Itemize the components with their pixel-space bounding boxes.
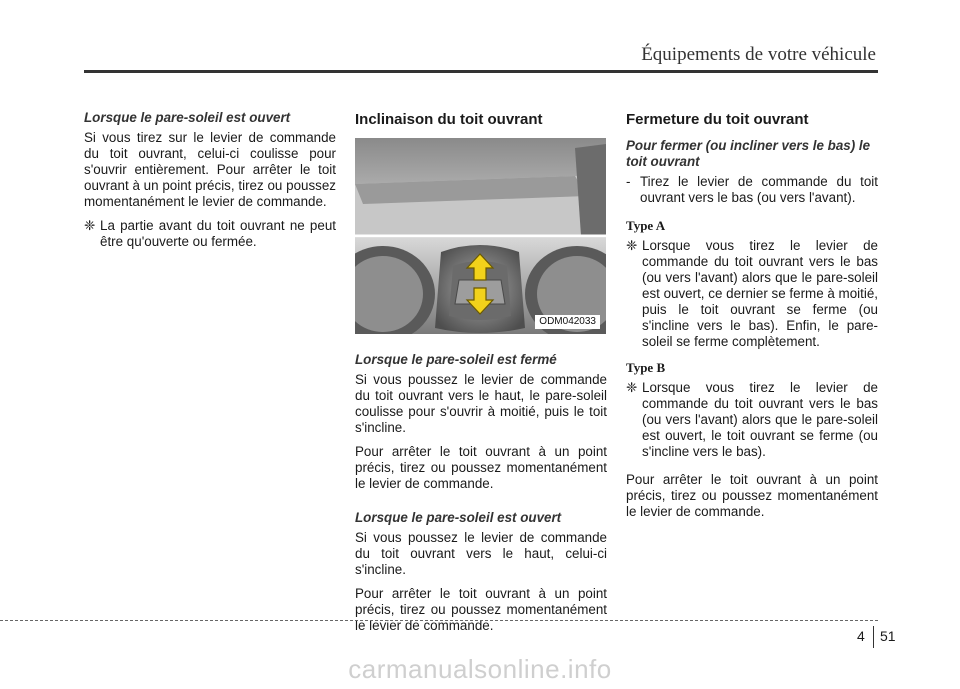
note-mark-icon: ❈ — [626, 238, 638, 253]
note-text: Lorsque vous tirez le levier de commande du toit ouvrant vers le bas (ou vers l'avant) alors que le pare-soleil est ouvert, ce dernier se ferme à moitié, puis le toit ouvrant se ferme (ou s'incline vers le bas). Enfin, le pare-soleil se ferme complètement. — [642, 238, 878, 349]
type-label: Type A — [626, 218, 666, 233]
page-header-title: Équipements de votre véhicule — [641, 44, 876, 65]
note-text: La partie avant du toit ouvrant ne peut être qu'ouverte ou fermée. — [100, 218, 336, 249]
sunroof-switch-figure — [355, 138, 606, 334]
paragraph: Si vous poussez le levier de commande du toit ouvrant vers le haut, celui-ci s'incline. — [355, 530, 607, 577]
list-item-text: Tirez le levier de commande du toit ouvrant vers le bas (ou vers l'avant). — [640, 174, 878, 205]
note-text: Lorsque vous tirez le levier de commande du toit ouvrant vers le bas (ou vers l'avant) alors que le pare-soleil est ouvert, le toit ouvrant se ferme (ou s'incline vers le bas). — [642, 380, 878, 459]
subheading: Lorsque le pare-soleil est ouvert — [84, 110, 291, 125]
paragraph: Pour arrêter le toit ouvrant à un point précis, tirez ou poussez momentanément le levier de commande. — [626, 472, 878, 519]
footer-rule — [0, 620, 878, 621]
subheading: Pour fermer (ou incliner vers le bas) le toit ouvrant — [626, 138, 871, 169]
figure-code: ODM042033 — [535, 315, 600, 329]
header-rule — [84, 70, 878, 73]
section-heading: Fermeture du toit ouvrant — [626, 111, 809, 128]
section-heading: Inclinaison du toit ouvrant — [355, 111, 543, 128]
note — [626, 238, 878, 350]
watermark: carmanualsonline.info — [348, 654, 612, 684]
paragraph: Si vous poussez le levier de commande du toit ouvrant vers le haut, le pare-soleil coulisse pour s'ouvrir à moitié, puis le toit s'incline. — [355, 372, 607, 435]
paragraph: Pour arrêter le toit ouvrant à un point précis, tirez ou poussez momentanément le levier de commande. — [355, 444, 607, 491]
note-mark-icon: ❈ — [84, 218, 96, 233]
type-label: Type B — [626, 360, 666, 375]
subheading: Lorsque le pare-soleil est ouvert — [355, 510, 562, 525]
list-item — [626, 174, 878, 206]
column-2 — [355, 110, 607, 642]
dash-mark: - — [626, 174, 631, 189]
sunroof-switch-illustration — [355, 138, 606, 334]
chapter-number: 4 — [857, 628, 865, 644]
page-number: 51 — [880, 628, 896, 644]
paragraph: Pour arrêter le toit ouvrant à un point précis, tirez ou poussez momentanément le levier de commande. — [355, 586, 607, 633]
note — [84, 218, 336, 250]
column-3 — [626, 110, 878, 528]
column-1 — [84, 110, 336, 260]
note-mark-icon: ❈ — [626, 380, 638, 395]
note — [626, 380, 878, 460]
footer-divider — [873, 626, 874, 648]
paragraph: Si vous tirez sur le levier de commande du toit ouvrant, celui-ci coulisse pour s'ouvrir entièrement. Pour arrêter le toit ouvrant à un point précis, tirez ou poussez momentanément le levier de commande. — [84, 130, 336, 209]
subheading: Lorsque le pare-soleil est fermé — [355, 352, 557, 367]
